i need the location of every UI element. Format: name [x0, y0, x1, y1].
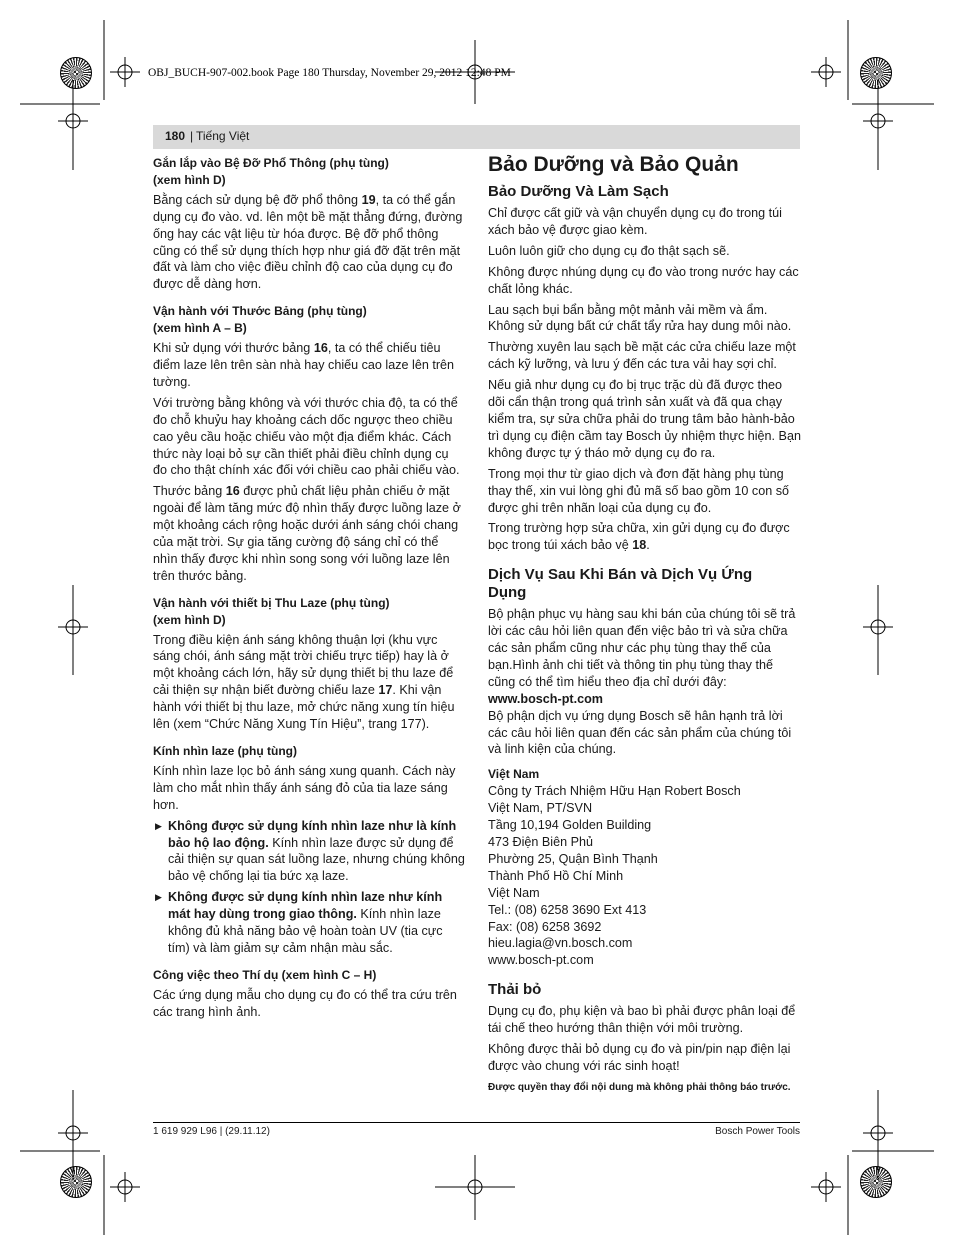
paragraph: Dụng cụ đo, phụ kiện và bao bì phải được phân loại để tái chế theo hướng thân thiện với môi trường. [488, 1004, 796, 1036]
address-line: Phường 25, Quận Bình Thạnh [488, 851, 658, 866]
paragraph: Lau sạch bụi bẩn bằng một mảnh vải mềm và ẩm. Không sử dụng bất cứ chất tẩy rửa hay dung môi nào. [488, 302, 792, 334]
main-section-title: Bảo Dưỡng và Bảo Quản [488, 153, 739, 176]
address-line: Tầng 10,194 Golden Building [488, 818, 652, 833]
fax-line: Fax: (08) 6258 3692 [488, 919, 602, 934]
warning-arrow-icon: ▶ [155, 820, 162, 831]
footer-left: 1 619 929 L96 | (29.11.12) [153, 1126, 270, 1137]
section-title-work-examples: Công việc theo Thí dụ (xem hình C – H) [153, 967, 377, 982]
address-line: Việt Nam [488, 885, 540, 900]
subsection-title-after-sales-service: Dịch Vụ Sau Khi Bán và Dịch Vụ Ứng Dụng [488, 566, 753, 602]
paragraph: Các ứng dụng mẫu cho dụng cụ đo có thể tra cứu trên các trang hình ảnh. [153, 987, 457, 1019]
print-info-line: OBJ_BUCH-907-002.book Page 180 Thursday, November 29, 2012 12:48 PM [148, 67, 511, 79]
website-link[interactable]: www.bosch-pt.com [488, 691, 603, 706]
right-column [488, 152, 801, 1094]
paragraph: Kính nhìn laze lọc bỏ ánh sáng xung quanh. Cách này làm cho mắt nhìn thấy ánh sáng đỏ của tia laze sáng hơn. [153, 763, 456, 812]
paragraph: Trong mọi thư từ giao dịch và đơn đặt hàng phụ tùng thay thế, xin vui lòng ghi đủ mã số bao gồm 10 con số được ghi trên nhãn loại của dụng cụ đo. [488, 466, 790, 515]
warning-item: ▶ Không được sử dụng kính nhìn laze như là kính bảo hộ lao động. Kính nhìn laze được sử dụng để cải thiện sự quan sát luồng laze, nhưng chúng không bảo vệ chống lại tia bức xạ laze. [155, 818, 465, 884]
address-line: 473 Điện Biên Phủ [488, 835, 594, 849]
left-column [153, 151, 465, 1025]
paragraph: Khi sử dụng với thước bảng 16, ta có thể chiếu tiêu điểm laze lên trên sàn nhà hay chiếu cao laze lên trên tường. [153, 341, 455, 389]
email-link[interactable]: hieu.lagia@vn.bosch.com [488, 936, 633, 951]
paragraph: Thước bảng 16 được phủ chất liệu phản chiếu ở mặt ngoài để làm tăng mức độ nhìn thấy được luồng laze ở một khoảng cách rộng hoặc dưới ánh sáng chói chang của mặt trời. Sự gia tăng cường độ sáng chỉ có thể nhìn thấy được khi nhìn song song với luồng laze lên trên thước bảng. [153, 484, 461, 583]
header-separator: | [190, 129, 194, 143]
address-line: Việt Nam, PT/SVN [488, 801, 593, 816]
section-title-laser-glasses: Kính nhìn laze (phụ tùng) [153, 744, 297, 758]
warning-arrow-icon: ▶ [155, 892, 162, 903]
paragraph: Bằng cách sử dụng bệ đỡ phổ thông 19, ta có thể gắn dụng cụ đo vào. vd. lên một bề mặt thẳng đứng, đường ống hay các vật liệu từ hóa được. Bệ đỡ phổ thông cũng có thể sử dụng thích hợp như giá đỡ đặt trên mặt đất và làm cho việc điều chỉnh độ cao của dụng cụ đo được dễ dàng hơn. [153, 192, 463, 292]
paragraph: Trong trường hợp sửa chữa, xin gửi dụng cụ đo được bọc trong túi xách bảo vệ 18. [488, 521, 790, 553]
warning-item: ▶ Không được sử dụng kính nhìn laze như kính mát hay dùng trong giao thông. Kính nhìn laze không đủ khả năng bảo vệ hoàn toàn UV (tia cực tím) và làm giảm sự cảm nhận màu sắc. [155, 890, 443, 955]
footer-right: Bosch Power Tools [715, 1126, 800, 1137]
section-title-measuring-plate: Vận hành với Thước Bảng (phụ tùng) (xem hình A – B) [153, 304, 367, 336]
address-line: Thành Phố Hồ Chí Minh [488, 868, 624, 883]
paragraph: Không được nhúng dụng cụ đo vào trong nước hay các chất lỏng khác. [488, 264, 799, 296]
paragraph: Với trường bằng không và với thước chia độ, ta có thể đo chỗ khuỷu hay khoảng cách dốc ngược theo chiều cao yêu cầu hoặc chiếu vào một địa điểm khác. Cách thức này loại bỏ sự cần thiết phải điều chỉnh dụng cụ đo cho thật chính xác đối với chiều cao phải chiếu vào. [153, 395, 460, 478]
page-header [153, 125, 800, 149]
country-label: Việt Nam [488, 767, 540, 782]
website-link[interactable]: www.bosch-pt.com [488, 953, 594, 968]
paragraph: Trong điều kiện ánh sáng không thuận lợi (khu vực sáng chói, ánh sáng mặt trời chiếu trực tiếp) hay là ở một khoảng cách lớn, hãy sử dụng thiết bị thu laze để cải thiện sự nhận biết đường chiếu laze 17. Khi vận hành với thiết bị thu laze, mở chức năng xung tín hiệu lên (xem “Chức Năng Xung Tín Hiệu”, trang 177). [153, 632, 455, 732]
change-notice: Được quyền thay đổi nội dung mà không phải thông báo trước. [488, 1081, 791, 1093]
address-line: Công ty Trách Nhiệm Hữu Hạn Robert Bosch [488, 784, 741, 799]
page-number: 180 [165, 129, 186, 143]
paragraph: Thường xuyên lau sạch bề mặt các cửa chiếu laze một cách kỹ lưỡng, và lưu ý đến các tưa vải hay sợi chỉ. [488, 340, 796, 372]
paragraph: Bộ phận phục vụ hàng sau khi bán của chúng tôi sẽ trả lời các câu hỏi liên quan đến việc bảo trì và sửa chữa các sản phẩm cũng như các phụ tùng thay thế của bạn.Hình ảnh chi tiết và thông tin phụ tùng thay thế cũng có thể tìm hiểu theo địa chỉ dưới đây: [488, 607, 796, 689]
phone-line: Tel.: (08) 6258 3690 Ext 413 [488, 902, 647, 917]
subsection-title-disposal: Thải bỏ [488, 981, 542, 999]
subsection-title-maintenance-cleaning: Bảo Dưỡng Và Làm Sạch [488, 183, 669, 200]
paragraph: Không được thải bỏ dụng cụ đo và pin/pin nạp điện lại được vào chung với rác sinh hoạt! [488, 1042, 791, 1073]
header-language: Tiếng Việt [196, 129, 250, 143]
address-block [488, 783, 801, 969]
paragraph: Chỉ được cất giữ và vận chuyển dụng cụ đo trong túi xách bảo vệ được giao kèm. [488, 206, 782, 237]
footer-rule [153, 1122, 800, 1123]
paragraph: Luôn luôn giữ cho dụng cụ đo thật sạch sẽ. [488, 243, 730, 258]
paragraph: Nếu giả như dụng cụ đo bị trục trặc dù đã được theo dõi cẩn thận trong quá trình sản xuất và đã qua chạy kiểm tra, sự sửa chữa phải do trung tâm bảo hành-bảo trì dụng cụ điện cầm tay Bosch ủy nhiệm thực hiện. Bạn không được tự ý tháo mở dụng cụ đo ra. [488, 378, 801, 460]
section-title-universal-mount: Gắn lắp vào Bệ Đỡ Phổ Thông (phụ tùng) (xem hình D) [153, 156, 389, 187]
paragraph: Bộ phận dịch vụ ứng dụng Bosch sẽ hân hạnh trả lời các câu hỏi liên quan đến các sản phẩm của chúng tôi và linh kiện của chúng. [488, 708, 792, 757]
section-title-laser-receiver: Vận hành với thiết bị Thu Laze (phụ tùng) (xem hình D) [153, 595, 390, 627]
